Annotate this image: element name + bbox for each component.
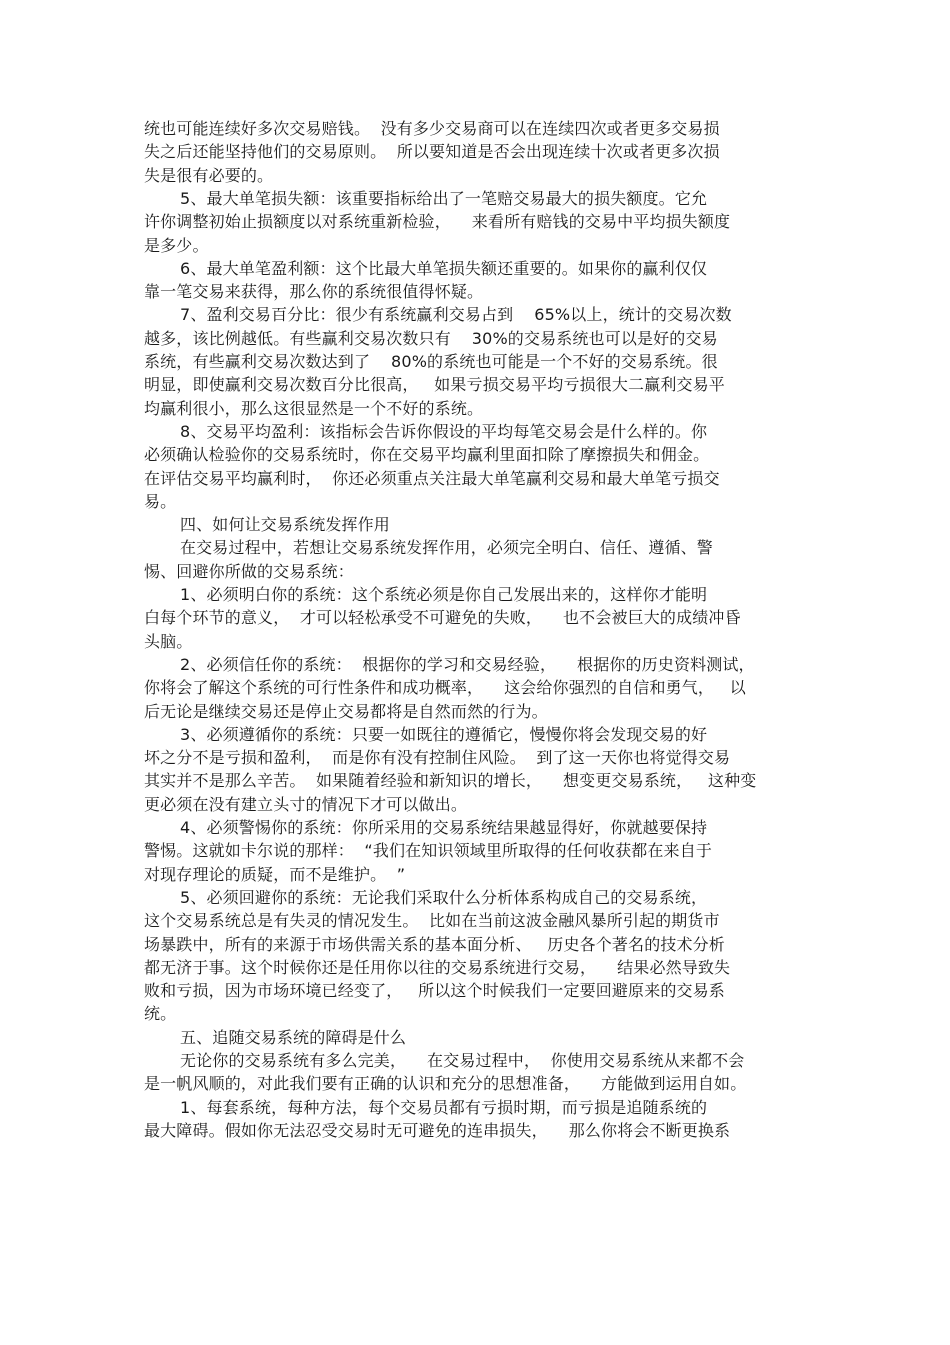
text-line: 5、必须回避你的系统：无论我们采取什么分析体系构成自己的交易系统， — [180, 887, 708, 907]
text-line: 越多，该比例越低。有些赢利交易次数只有 30%的交易系统也可以是好的交易 — [144, 328, 718, 348]
text-line: 是一帆风顺的，对此我们要有正确的认识和充分的思想准备， 方能做到运用自如。 — [144, 1074, 747, 1094]
text-line: 在交易过程中，若想让交易系统发挥作用，必须完全明白、信任、遵循、警 — [180, 538, 713, 558]
text-line: 五、追随交易系统的障碍是什么 — [180, 1027, 407, 1047]
text-line: 其实并不是那么辛苦。 如果随着经验和新知识的增长， 想变更交易系统， 这种变 — [144, 771, 757, 791]
text-line: 惕、回避你所做的交易系统： — [144, 561, 354, 581]
text-line: 4、必须警惕你的系统：你所采用的交易系统结果越显得好，你就越要保持 — [180, 818, 708, 837]
text-line: 系统，有些赢利交易次数达到了 80%的系统也可能是一个不好的交易系统。很 — [144, 352, 718, 371]
text-line: 警惕。这就如卡尔说的那样： “我们在知识领域里所取得的任何收获都在来自于 — [144, 841, 713, 861]
text-line: 8、交易平均盈利：该指标会告诉你假设的平均每笔交易会是什么样的。你 — [180, 421, 708, 441]
text-line: 2、必须信任你的系统： 根据你的学习和交易经验， 根据你的历史资料测试， — [180, 654, 755, 674]
text-line: 明显，即使赢利交易次数百分比很高， 如果亏损交易平均亏损很大二赢利交易平 — [144, 375, 725, 395]
text-line: 都无济于事。这个时候你还是任用你以往的交易系统进行交易， 结果必然导致失 — [144, 957, 731, 977]
text-line: 场暴跌中，所有的来源于市场供需关系的基本面分析、 历史各个著名的技术分析 — [144, 934, 725, 954]
text-line: 坏之分不是亏损和盈利， 而是你有没有控制住风险。 到了这一天你也将觉得交易 — [144, 748, 731, 768]
text-line: 白每个环节的意义， 才可以轻松承受不可避免的失败， 也不会被巨大的成绩冲昏 — [144, 608, 741, 628]
text-line: 失之后还能坚持他们的交易原则。 所以要知道是否会出现连续十次或者更多次损 — [144, 142, 720, 162]
text-line: 易。 — [144, 491, 177, 511]
text-line: 更必须在没有建立头寸的情况下才可以做出。 — [144, 794, 468, 814]
text-line: 统。 — [144, 1004, 177, 1024]
text-line: 头脑。 — [144, 631, 193, 651]
text-line: 许你调整初始止损额度以对系统重新检验， 来看所有赔钱的交易中平均损失额度 — [144, 212, 731, 232]
text-line: 失是很有必要的。 — [144, 165, 274, 185]
text-line: 无论你的交易系统有多么完美， 在交易过程中， 你使用交易系统从来都不会 — [180, 1051, 745, 1070]
text-line: 5、最大单笔损失额：该重要指标给出了一笔赔交易最大的损失额度。它允 — [180, 188, 708, 208]
text-line: 1、必须明白你的系统：这个系统必须是你自己发展出来的，这样你才能明 — [180, 585, 708, 604]
text-line: 对现存理论的质疑，而不是维护。 ” — [144, 864, 406, 884]
text-line: 7、盈利交易百分比：很少有系统赢利交易占到 65%以上，统计的交易次数 — [180, 305, 732, 325]
text-line: 你将会了解这个系统的可行性条件和成功概率， 这会给你强烈的自信和勇气， 以 — [144, 678, 746, 698]
text-line: 必须确认检验你的交易系统时，你在交易平均赢利里面扣除了摩擦损失和佣金。 — [144, 445, 710, 465]
text-line: 1、每套系统，每种方法，每个交易员都有亏损时期，而亏损是追随系统的 — [180, 1097, 708, 1117]
text-line: 是多少。 — [144, 235, 209, 255]
text-line: 最大障碍。假如你无法忍受交易时无可避免的连串损失， 那么你将会不断更换系 — [144, 1120, 731, 1140]
text-line: 靠一笔交易来获得，那么你的系统很值得怀疑。 — [144, 282, 484, 302]
text-line: 统也可能连续好多次交易赔钱。 没有多少交易商可以在连续四次或者更多交易损 — [144, 119, 720, 138]
text-line: 均赢利很小，那么这很显然是一个不好的系统。 — [144, 398, 484, 418]
text-line: 在评估交易平均赢利时， 你还必须重点关注最大单笔赢利交易和最大单笔亏损交 — [144, 468, 720, 488]
text-line: 后无论是继续交易还是停止交易都将是自然而然的行为。 — [144, 701, 548, 721]
text-line: 这个交易系统总是有失灵的情况发生。 比如在当前这波金融风暴所引起的期货市 — [144, 911, 720, 931]
text-line: 3、必须遵循你的系统：只要一如既往的遵循它，慢慢你将会发现交易的好 — [180, 724, 708, 744]
text-line: 四、如何让交易系统发挥作用 — [180, 515, 390, 535]
text-line: 6、最大单笔盈利额：这个比最大单笔损失额还重要的。如果你的赢利仅仅 — [180, 258, 708, 278]
text-line: 败和亏损，因为市场环境已经变了， 所以这个时候我们一定要回避原来的交易系 — [144, 981, 725, 1001]
